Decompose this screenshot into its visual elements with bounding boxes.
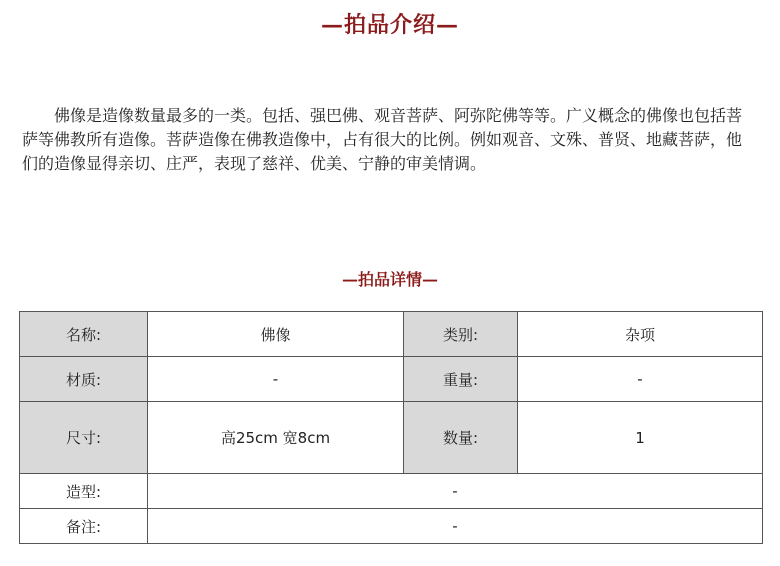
remark-label: 备注: (20, 509, 148, 544)
shape-label: 造型: (20, 474, 148, 509)
category-value: 杂项 (518, 312, 763, 357)
material-value: - (148, 357, 404, 402)
intro-paragraph: 佛像是造像数量最多的一类。包括、强巴佛、观音菩萨、阿弥陀佛等等。广义概念的佛像也包括菩萨等佛教所有造像。菩萨造像在佛教造像中，占有很大的比例。例如观音、文殊、普贤、地藏菩萨，他们的造像显得亲切、庄严，表现了慈祥、优美、宁静的审美情调。 (22, 106, 743, 173)
quantity-value: 1 (518, 402, 763, 474)
shape-value: - (148, 474, 763, 509)
table-row-material (20, 357, 763, 402)
quantity-label: 数量: (404, 402, 518, 474)
details-table (19, 311, 763, 544)
details-title: —拍品详情— (341, 270, 438, 289)
size-value: 高25cm 宽8cm (148, 402, 404, 474)
size-label: 尺寸: (20, 402, 148, 474)
table-row-size (20, 402, 763, 474)
remark-value: - (148, 509, 763, 544)
table-row-name (20, 312, 763, 357)
name-value: 佛像 (148, 312, 404, 357)
table-row-shape (20, 474, 763, 509)
category-label: 类别: (404, 312, 518, 357)
material-label: 材质: (20, 357, 148, 402)
weight-label: 重量: (404, 357, 518, 402)
table-row-remark (20, 509, 763, 544)
weight-value: - (518, 357, 763, 402)
name-label: 名称: (20, 312, 148, 357)
intro-title: —拍品介绍— (320, 12, 459, 38)
